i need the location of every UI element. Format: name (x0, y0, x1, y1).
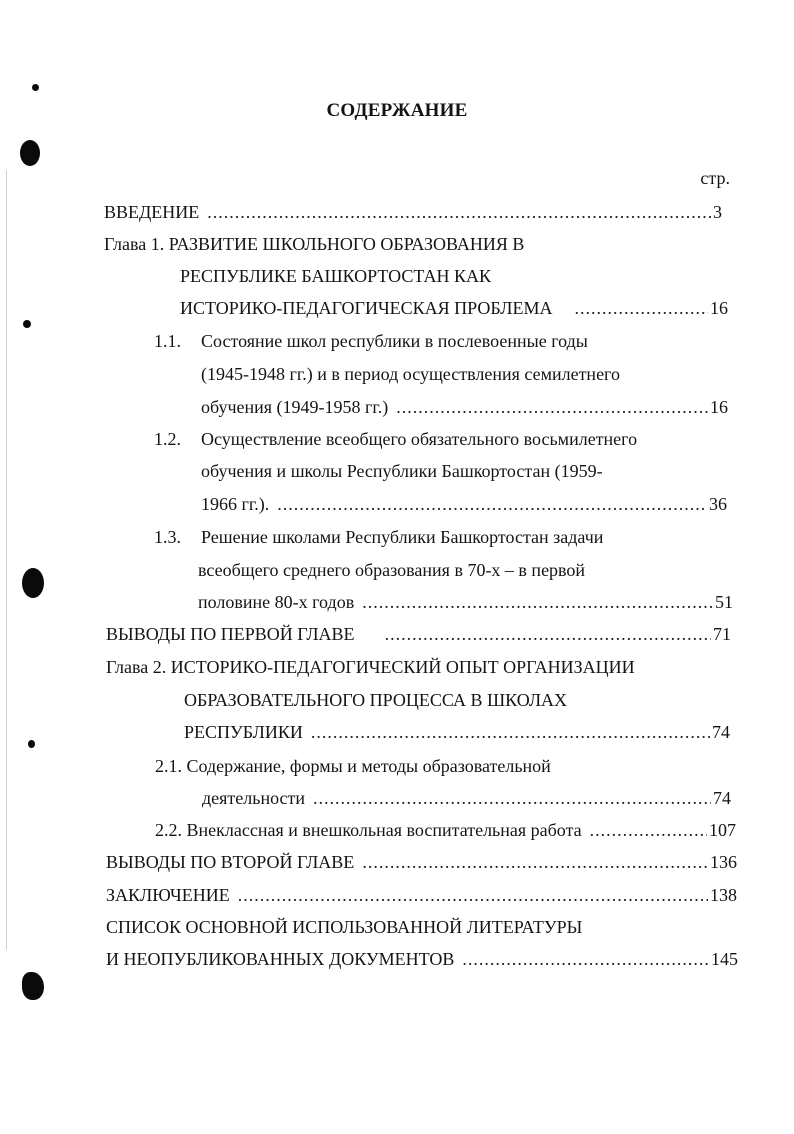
toc-chapter-heading-end: ИСТОРИКО-ПЕДАГОГИЧЕСКАЯ ПРОБЛЕМА ..... 16 (180, 297, 728, 319)
toc-chapter-heading-cont: РЕСПУБЛИКЕ БАШКОРТОСТАН КАК (180, 266, 491, 286)
toc-section-title-cont: (1945-1948 гг.) и в период осуществления семилетнего (201, 364, 620, 384)
scan-edge-line (6, 170, 7, 950)
toc-section-title-cont: обучения и школы Республики Башкортостан (1959- (201, 461, 603, 481)
toc-section-title: Состояние школ республики в послевоенные годы (201, 331, 588, 351)
toc-entry-conclusions-2: ВЫВОДЫ ПО ВТОРОЙ ГЛАВЕ ..... 136 (106, 851, 737, 873)
toc-section-title-end: половине 80-х годов ..... 51 (198, 591, 733, 613)
toc-chapter-heading-cont: ОБРАЗОВАТЕЛЬНОГО ПРОЦЕССА В ШКОЛАХ (184, 690, 568, 710)
toc-entry-conclusions-1: ВЫВОДЫ ПО ПЕРВОЙ ГЛАВЕ ..... 71 (106, 623, 731, 645)
toc-entry-introduction: ВВЕДЕНИЕ ..... 3 (104, 201, 722, 223)
toc-section-title-cont: всеобщего среднего образования в 70-х – в первой (198, 560, 586, 580)
page-column-label: стр. (700, 168, 730, 188)
toc-section-number: 1.3. (154, 527, 181, 547)
toc-chapter-heading: Глава 1. РАЗВИТИЕ ШКОЛЬНОГО ОБРАЗОВАНИЯ В (104, 234, 525, 254)
toc-section-title-end: деятельности ..... 74 (202, 787, 731, 809)
toc-section-title: Решение школами Республики Башкортостан задачи (201, 527, 604, 547)
page-title: СОДЕРЖАНИЕ (326, 100, 468, 121)
binder-hole-mark (20, 140, 40, 166)
toc-section-number: 1.2. (154, 429, 181, 449)
toc-section-title-end: обучения (1949-1958 гг.) ..... 16 (201, 396, 728, 418)
toc-section-title: 2.1. Содержание, формы и методы образовательной (155, 756, 551, 776)
binder-hole-mark (22, 568, 44, 598)
toc-section-title-end: 1966 гг.). ..... 36 (201, 493, 727, 515)
speck-mark (23, 320, 31, 328)
toc-section-title: Осуществление всеобщего обязательного восьмилетнего (201, 429, 638, 449)
toc-section-entry: 2.2. Внеклассная и внешкольная воспитательная работа ..... 107 (155, 819, 736, 841)
binder-hole-mark (22, 972, 44, 1000)
toc-entry-bibliography-end: И НЕОПУБЛИКОВАННЫХ ДОКУМЕНТОВ ..... 145 (106, 948, 738, 970)
speck-mark (28, 740, 35, 748)
toc-chapter-heading-end: РЕСПУБЛИКИ ..... 74 (184, 721, 730, 743)
speck-mark (32, 84, 39, 91)
toc-entry-conclusion: ЗАКЛЮЧЕНИЕ ..... 138 (106, 884, 737, 906)
toc-chapter-heading: Глава 2. ИСТОРИКО-ПЕДАГОГИЧЕСКИЙ ОПЫТ ОРГАНИЗАЦИИ (106, 657, 635, 677)
toc-section-number: 1.1. (154, 331, 181, 351)
toc-entry-bibliography: СПИСОК ОСНОВНОЙ ИСПОЛЬЗОВАННОЙ ЛИТЕРАТУРЫ (106, 917, 583, 937)
